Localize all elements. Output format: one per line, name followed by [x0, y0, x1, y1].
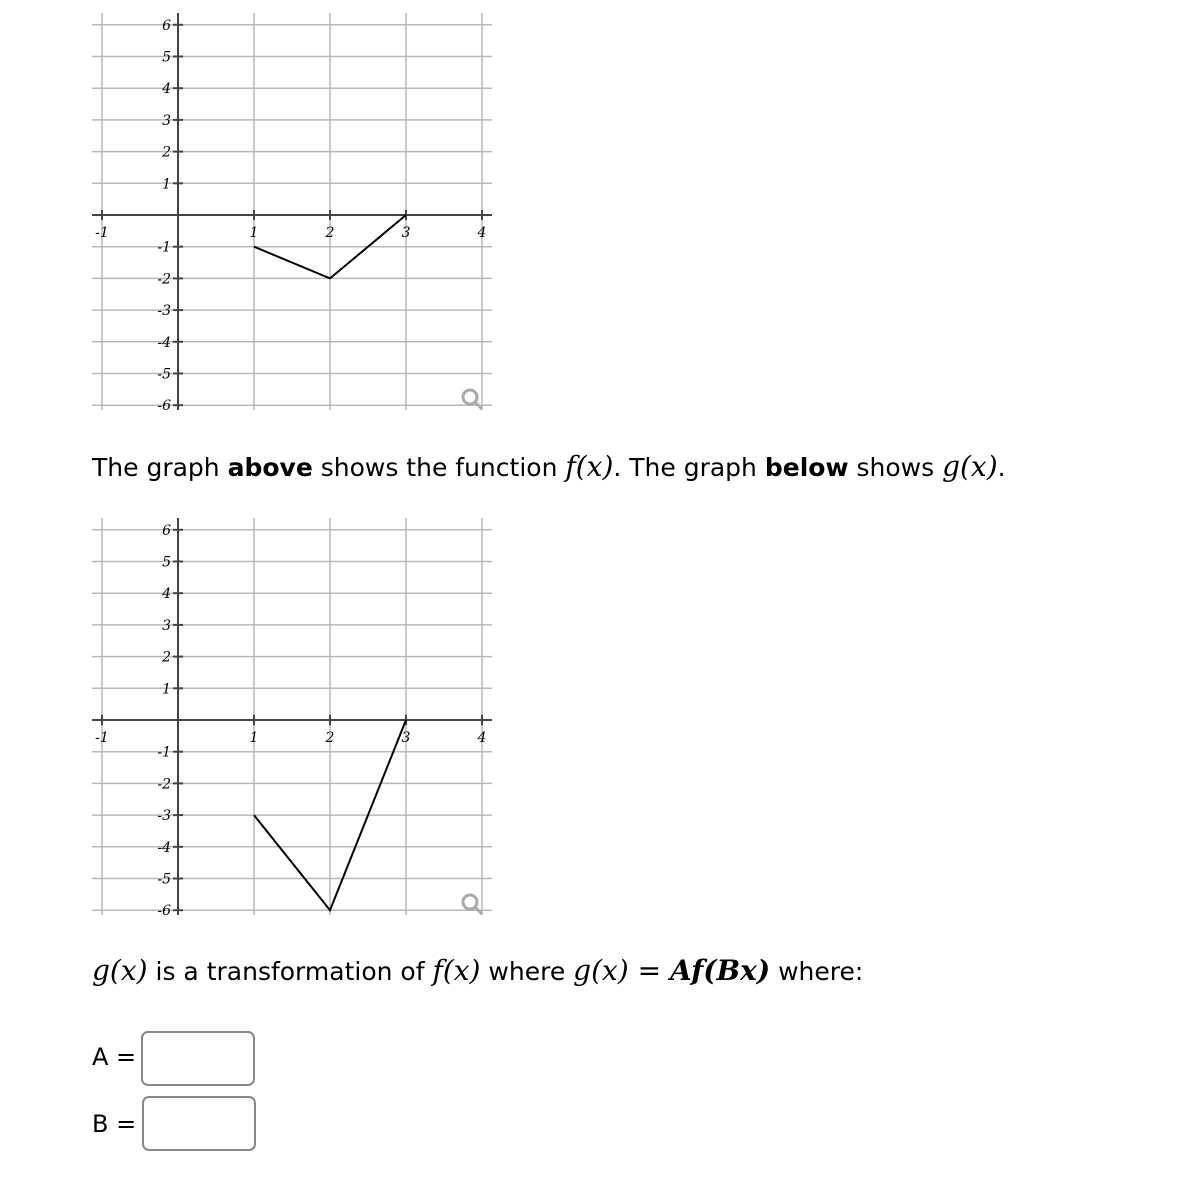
y-tick-label: 1 [162, 681, 171, 698]
x-tick-label: 3 [401, 225, 411, 241]
zoom-magnifier-icon[interactable] [463, 390, 482, 409]
y-tick-label: 1 [162, 176, 171, 193]
y-tick-label: -2 [157, 776, 171, 793]
x-tick-label: 2 [325, 225, 335, 241]
x-tick-label: 1 [249, 225, 259, 241]
y-tick-label: -5 [157, 366, 171, 383]
y-tick-label: 5 [162, 49, 171, 66]
y-tick-label: -1 [157, 239, 171, 256]
y-tick-label: -6 [157, 398, 171, 415]
y-tick-label: 4 [162, 586, 171, 603]
x-tick-label: 4 [477, 225, 487, 241]
y-tick-label: 6 [162, 522, 171, 539]
y-tick-label: 2 [162, 144, 171, 161]
graph-g [80, 510, 510, 930]
y-tick-label: 2 [162, 649, 171, 666]
y-tick-label: -2 [157, 271, 171, 288]
description-f-g: The graph above shows the function f(x). The graph below shows g(x). [92, 450, 1006, 483]
zoom-magnifier-icon[interactable] [463, 895, 482, 914]
x-tick-label: 1 [249, 730, 259, 746]
y-tick-label: -4 [157, 334, 171, 351]
x-tick-label: 2 [325, 730, 335, 746]
x-tick-label: 4 [477, 730, 487, 746]
x-tick-label: -1 [95, 225, 109, 241]
y-tick-label: 3 [162, 112, 171, 129]
y-tick-label: 4 [162, 81, 171, 98]
y-tick-label: 6 [162, 17, 171, 34]
y-tick-label: -1 [157, 744, 171, 761]
a-label: A = [92, 1043, 137, 1071]
magnifier-lens [463, 390, 477, 404]
x-tick-label: -1 [95, 730, 109, 746]
graph-f [80, 5, 510, 425]
x-tick-label: 3 [401, 730, 411, 746]
y-tick-label: -4 [157, 839, 171, 856]
b-input[interactable] [142, 1096, 256, 1151]
y-tick-label: -3 [157, 808, 171, 825]
magnifier-lens [463, 895, 477, 909]
y-tick-label: 5 [162, 554, 171, 571]
transformation-statement: g(x) is a transformation of f(x) where g(x) = Af(Bx) where: [92, 954, 864, 987]
y-tick-label: 3 [162, 617, 171, 634]
y-tick-label: -6 [157, 903, 171, 920]
a-input[interactable] [141, 1031, 255, 1086]
y-tick-label: -5 [157, 871, 171, 888]
b-label: B = [92, 1110, 137, 1138]
y-tick-label: -3 [157, 303, 171, 320]
